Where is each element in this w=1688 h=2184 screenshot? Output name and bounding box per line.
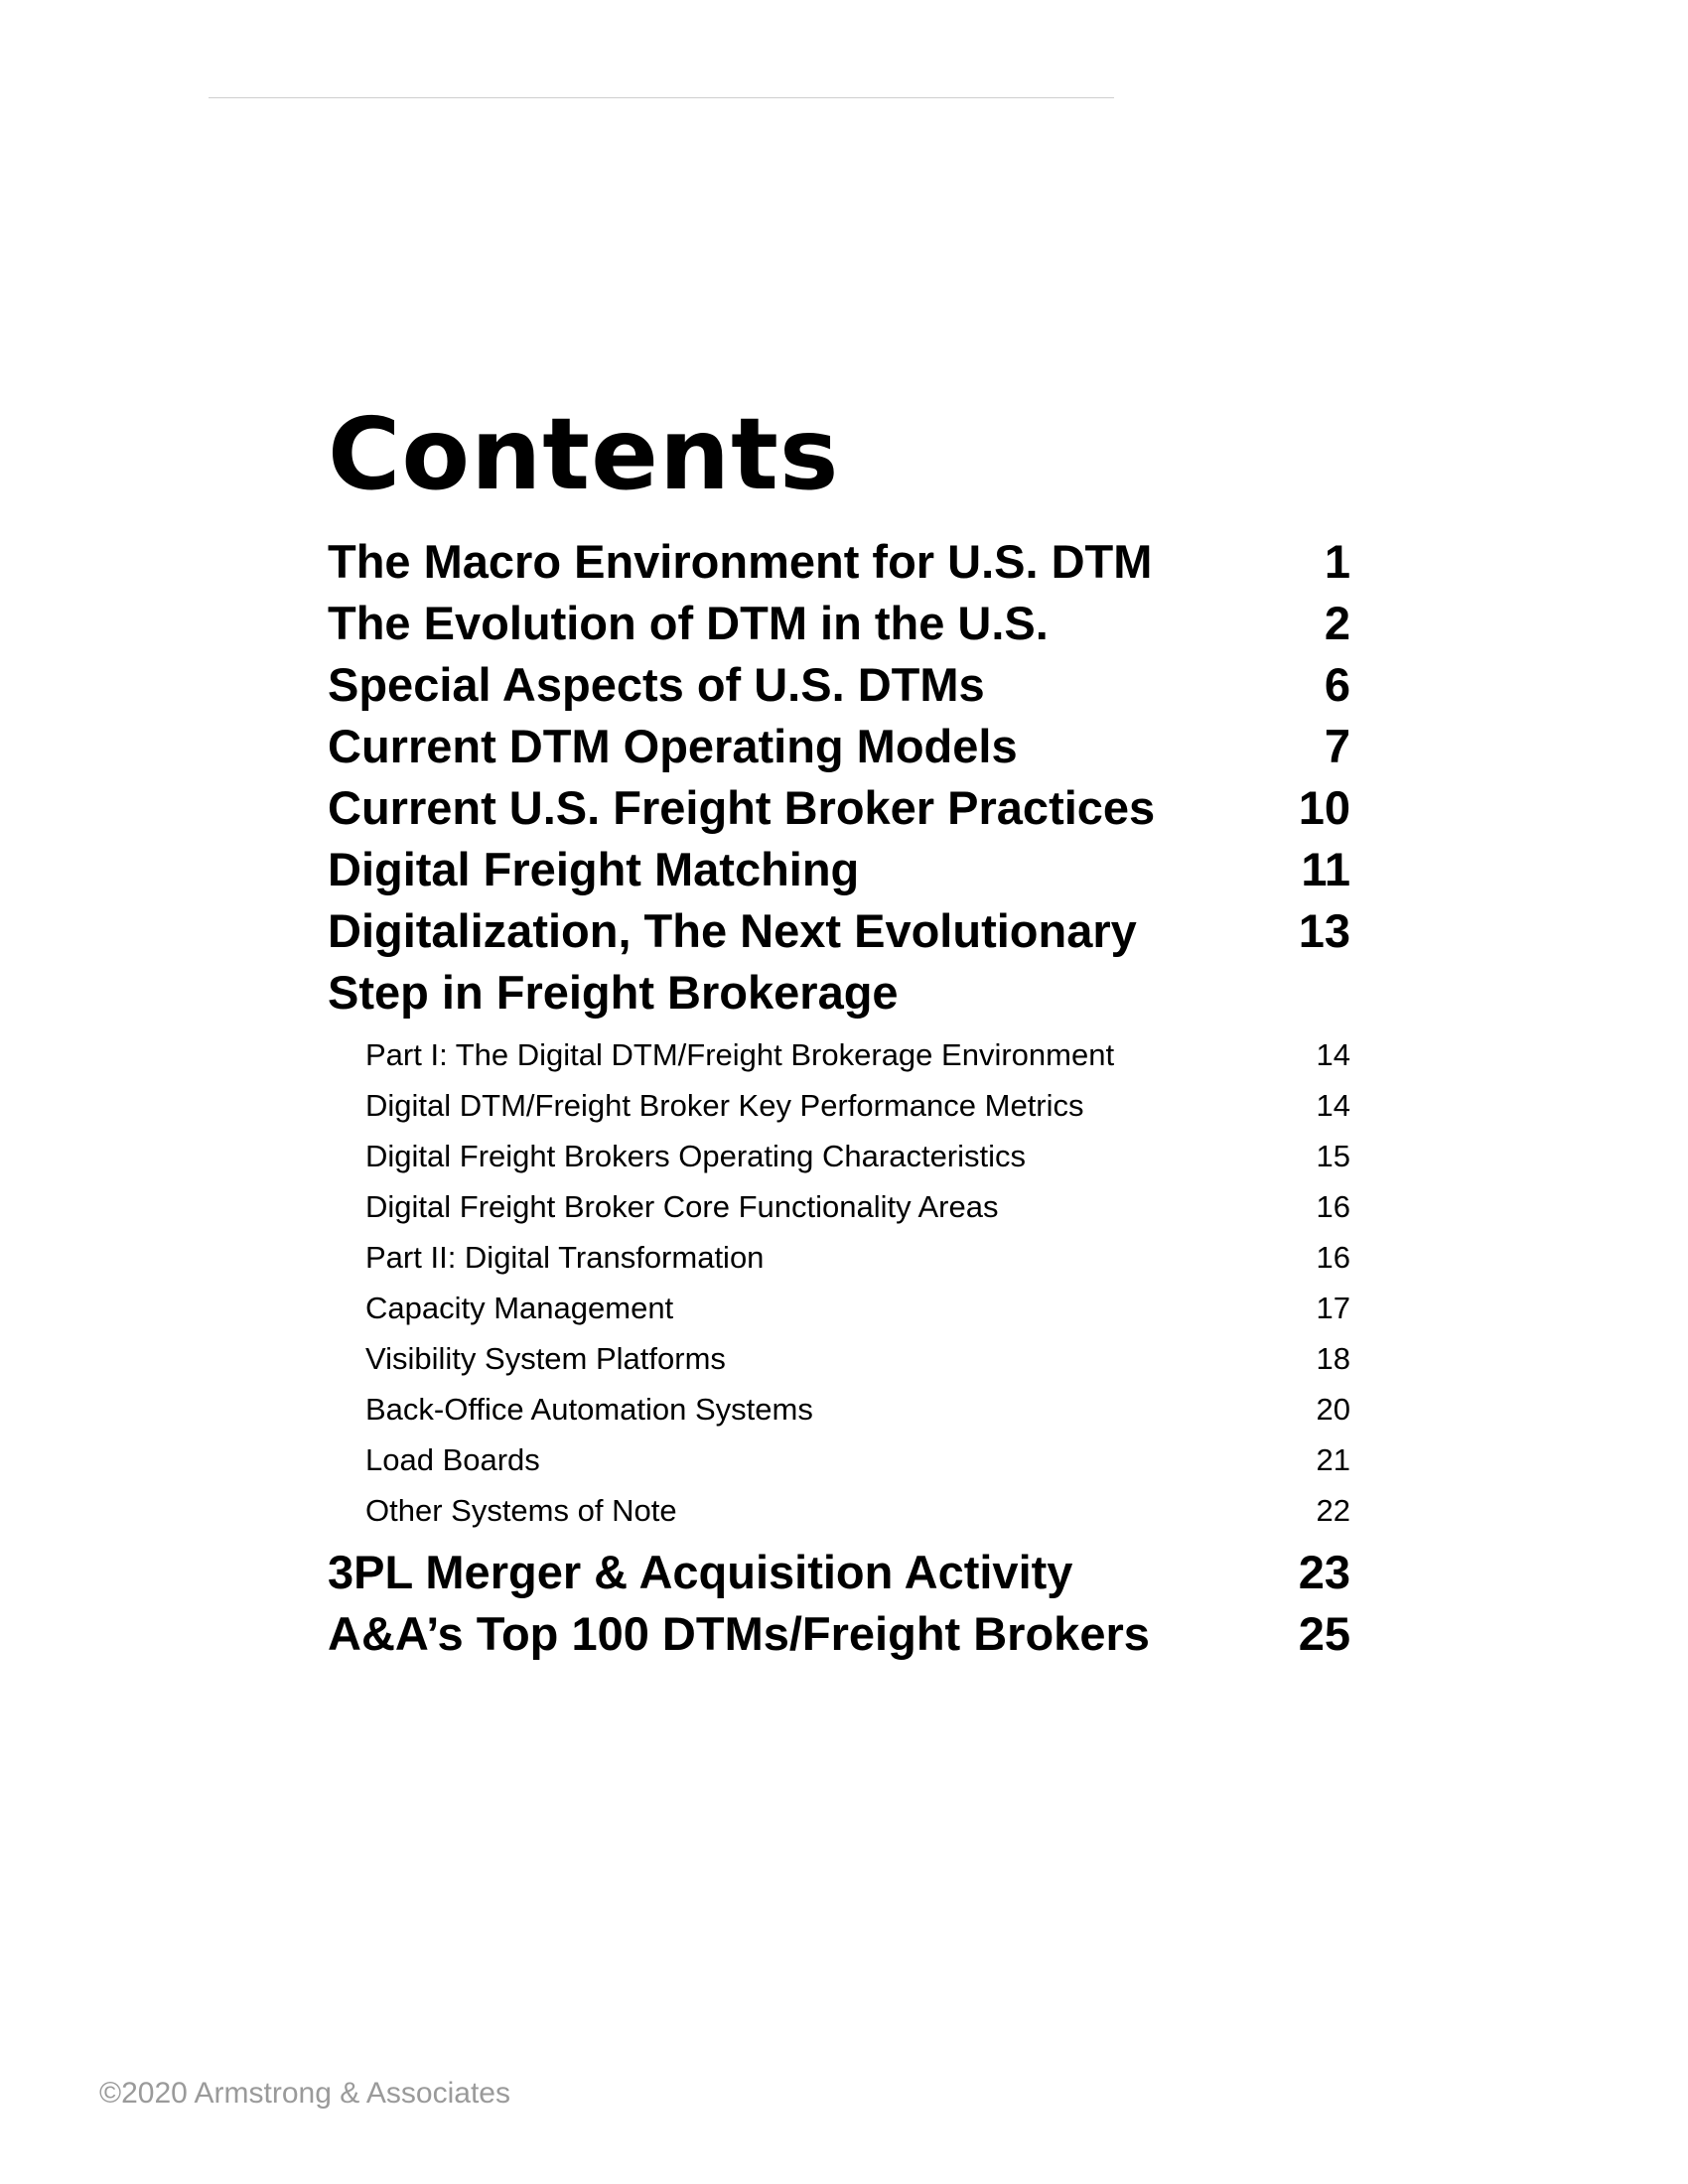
- toc-entry-label: The Evolution of DTM in the U.S.: [328, 597, 1049, 649]
- toc-entry[interactable]: [328, 900, 1350, 962]
- toc-entry-label: The Macro Environment for U.S. DTM: [328, 535, 1153, 588]
- toc-subentry-label: Visibility System Platforms: [365, 1341, 726, 1376]
- toc-major-top-list: [328, 531, 1350, 1024]
- toc-subentry-label: Part II: Digital Transformation: [365, 1240, 765, 1275]
- toc-entry[interactable]: [328, 531, 1350, 593]
- copyright-footer: ©2020 Armstrong & Associates: [99, 2077, 510, 2110]
- toc-subentry-page: 16: [1316, 1240, 1350, 1275]
- toc-entry-page: 7: [1324, 720, 1350, 772]
- toc-entry-continuation[interactable]: [328, 962, 1350, 1024]
- toc-subentry[interactable]: [365, 1434, 1350, 1485]
- toc-entry[interactable]: [328, 593, 1350, 654]
- toc-entry[interactable]: [328, 1603, 1350, 1665]
- toc-subentry-label: Digital Freight Brokers Operating Characteristics: [365, 1139, 1027, 1173]
- toc-subentry[interactable]: [365, 1131, 1350, 1181]
- toc-entry-label: Digitalization, The Next Evolutionary: [328, 904, 1137, 957]
- toc-subentry-page: 14: [1316, 1037, 1350, 1072]
- toc-subentry[interactable]: [365, 1232, 1350, 1283]
- toc-subentry-label: Digital Freight Broker Core Functionality Areas: [365, 1189, 999, 1224]
- toc-entry-page: 10: [1298, 781, 1350, 834]
- toc-subsection-list: [328, 1029, 1350, 1536]
- toc-subentry[interactable]: [365, 1283, 1350, 1333]
- toc-entry[interactable]: [328, 716, 1350, 777]
- toc-subentry[interactable]: [365, 1181, 1350, 1232]
- toc-subentry-label: Back-Office Automation Systems: [365, 1392, 813, 1427]
- toc-entry-page: 2: [1324, 597, 1350, 649]
- toc-entry-page: 13: [1298, 904, 1350, 957]
- toc-subentry-label: Load Boards: [365, 1442, 540, 1477]
- toc-entry-page: 6: [1324, 658, 1350, 711]
- toc-subentry-page: 17: [1316, 1291, 1350, 1325]
- toc-entry-page: 1: [1324, 535, 1350, 588]
- toc-entry[interactable]: [328, 777, 1350, 839]
- toc-subentry-page: 18: [1316, 1341, 1350, 1376]
- toc-subentry-page: 15: [1316, 1139, 1350, 1173]
- toc-subentry[interactable]: [365, 1384, 1350, 1434]
- toc-entry-label: Current DTM Operating Models: [328, 720, 1018, 772]
- toc-entry-label: Step in Freight Brokerage: [328, 966, 899, 1019]
- toc-entry[interactable]: [328, 654, 1350, 716]
- top-divider: [209, 97, 1114, 98]
- toc-entry-label: 3PL Merger & Acquisition Activity: [328, 1546, 1073, 1598]
- table-of-contents: [328, 531, 1350, 1665]
- toc-entry-page: 25: [1298, 1607, 1350, 1660]
- toc-subentry-label: Part I: The Digital DTM/Freight Brokerage Environment: [365, 1037, 1115, 1072]
- toc-major-bottom-list: [328, 1542, 1350, 1665]
- toc-entry-label: Current U.S. Freight Broker Practices: [328, 781, 1156, 834]
- toc-subentry-page: 14: [1316, 1088, 1350, 1123]
- toc-subentry-page: 21: [1316, 1442, 1350, 1477]
- toc-entry-page: 23: [1298, 1546, 1350, 1598]
- toc-entry[interactable]: [328, 839, 1350, 900]
- toc-subentry[interactable]: [365, 1485, 1350, 1536]
- toc-entry-label: Special Aspects of U.S. DTMs: [328, 658, 985, 711]
- toc-entry-label: A&A’s Top 100 DTMs/Freight Brokers: [328, 1607, 1150, 1660]
- toc-entry-label: Digital Freight Matching: [328, 843, 860, 895]
- toc-entry[interactable]: [328, 1542, 1350, 1603]
- toc-subentry-label: Digital DTM/Freight Broker Key Performance Metrics: [365, 1088, 1084, 1123]
- page-title: Contents: [328, 396, 840, 512]
- toc-subentry[interactable]: [365, 1029, 1350, 1080]
- toc-subentry-label: Capacity Management: [365, 1291, 674, 1325]
- toc-subentry[interactable]: [365, 1333, 1350, 1384]
- toc-subentry-page: 22: [1316, 1493, 1350, 1528]
- toc-subentry[interactable]: [365, 1080, 1350, 1131]
- toc-subentry-page: 20: [1316, 1392, 1350, 1427]
- toc-subentry-label: Other Systems of Note: [365, 1493, 677, 1528]
- toc-entry-page: 11: [1301, 843, 1350, 895]
- toc-subentry-page: 16: [1316, 1189, 1350, 1224]
